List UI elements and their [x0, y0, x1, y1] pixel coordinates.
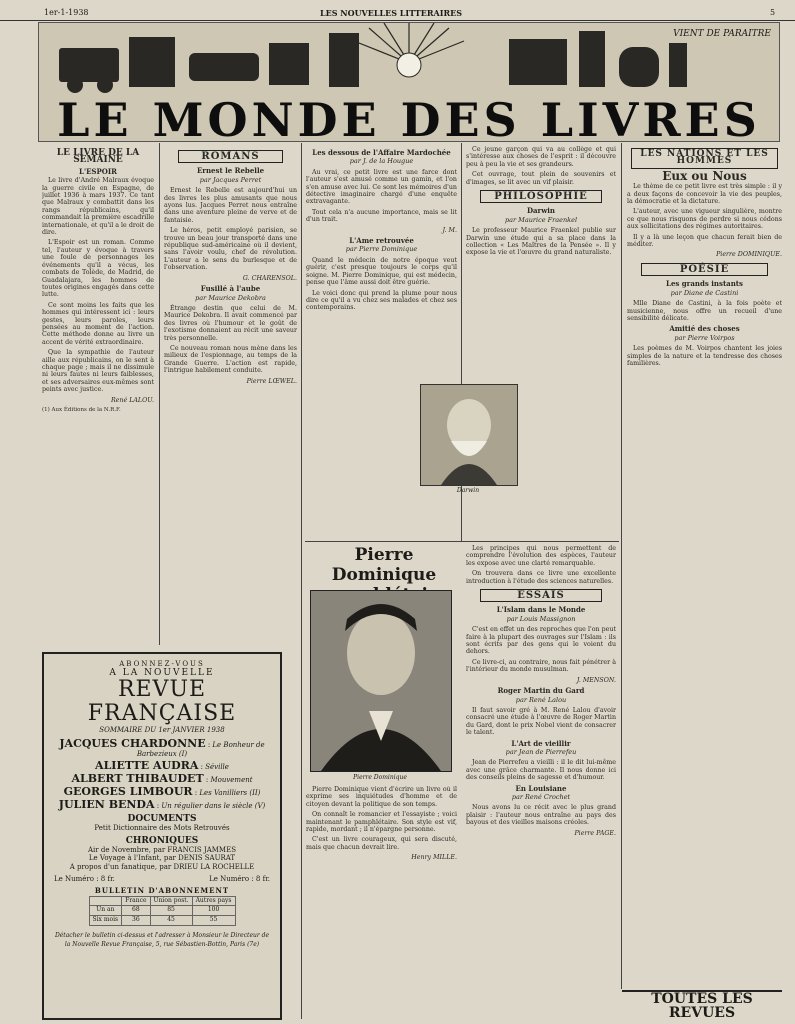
ad-revue-name: REVUE FRANÇAISE: [87, 676, 237, 726]
paragraph: Tout cela n'a aucune importance, mais se lit d'un trait.: [306, 208, 457, 224]
paragraph: C'est un livre courageux, qui sera discuté, mais que chacun devrait lire.: [306, 836, 457, 851]
review-author: par Diane de Castini: [670, 288, 739, 297]
review-author: par Maurice Dekobra: [195, 293, 266, 302]
banner-title: LE MONDE DES LIVRES: [57, 93, 761, 142]
column-rule: [301, 143, 302, 1019]
column-rule: [621, 143, 622, 989]
paragraph: Ernest le Rebelle est aujourd'hui un des livres les plus amusants que nous ayons lus. Jacques Perret nous entraîne dans une aventure pleine de verve et de fantaisie.: [164, 187, 297, 224]
feature-headline: Pierre Dominique: [331, 545, 437, 585]
paragraph: Le voici donc qui prend la plume pour nous dire ce qu'il a vu chez ses malades et chez ses contemporains.: [306, 289, 457, 312]
footnote: (1) Aux Éditions de la N.R.F.: [42, 407, 121, 413]
review-author: par Louis Massignon: [506, 614, 576, 623]
review-title: L'Ame retrouvée: [349, 236, 414, 246]
toutes-les-revues-ad: TOUTES LES REVUES: [622, 990, 782, 1022]
book-of-week-column: [42, 146, 154, 646]
paragraph: Ce nouveau roman nous mène dans les milieux de l'espionnage, au temps de la Grande Guerre. L'action est rapide, l'intrigue habilement conduite.: [164, 344, 297, 375]
signature: J. M.: [442, 226, 457, 234]
review-author: par Maurice Fraenkel: [504, 215, 578, 224]
essais-section-title: ESSAIS: [480, 589, 602, 602]
review-title: L'Islam dans le Monde: [496, 605, 586, 615]
paragraph: Le héros, petit employé parisien, se trouve un beau jour transporté dans une république sud-américaine où il devient, sans l'avoir voulu, chef de révolution. L'auteur a le sens du burlesque et de l'observation.: [164, 227, 297, 272]
review-author: par René Crochet: [511, 792, 571, 801]
ad-item: ALIETTE AUDRA : Séville: [95, 759, 229, 773]
book-of-week-title: LE LIVRE DE LA SEMAINE: [56, 148, 140, 166]
paragraph: Il faut savoir gré à M. René Lalou d'avoir consacré une étude à l'œuvre de Roger Martin du Gard, dont le prix Nobel vient de consacrer le talent.: [466, 706, 616, 737]
column-rule: [159, 143, 160, 645]
section-banner: [38, 22, 780, 142]
poesie-section-title: POÉSIE: [641, 263, 768, 276]
book-of-week-subtitle: L'ESPOIR: [79, 166, 117, 176]
paragraph: Étrange destin que celui de M. Maurice Dekobra. Il avait commencé par des livres où l'humour et le goût de l'exotisme donnaient au récit une saveur très personnelle.: [164, 304, 297, 342]
review-author: par Pierre Voirpos: [674, 333, 735, 342]
review-title: Fusillé à l'aube: [200, 284, 261, 294]
ad-item: JACQUES CHARDONNE : Le Bonheur de Barbezieux (I): [59, 737, 265, 759]
signature: Henry MILLE.: [411, 854, 457, 862]
paragraph: Nous avons lu ce récit avec le plus grand plaisir : l'auteur nous entraîne au pays des bayous et des vieilles maisons créoles.: [466, 804, 616, 827]
issue-date: 1er-1-1938: [44, 8, 89, 17]
ad-chronique: Le Voyage à l'Infant, par DENIS SAURAT: [88, 854, 236, 863]
signature: René LALOU.: [110, 396, 154, 404]
review-title: Roger Martin du Gard: [497, 686, 585, 696]
review-title: Eux ou Nous: [662, 168, 747, 183]
page-number: 5: [770, 8, 776, 17]
signature: Pierre DOMINIQUE.: [716, 251, 782, 259]
portrait-caption: Pierre Dominique: [353, 774, 407, 781]
darwin-portrait: [420, 384, 518, 486]
paragraph: Les poèmes de M. Voirpos chantent les joies simples de la nature et la tendresse des choses familières.: [627, 345, 782, 367]
paragraph: Que la sympathie de l'auteur aille aux républicains, on le sent à chaque page ; mais il ne dissimule ni leurs fautes ni leurs faiblesses, et ses adversaires eux-mêmes sont peints avec justice.: [42, 349, 154, 394]
ad-documents-head: DOCUMENTS: [127, 814, 197, 825]
paragraph: On trouvera dans ce livre une excellente introduction à l'étude des sciences naturelles.: [466, 570, 616, 585]
paragraph: Au vrai, ce petit livre est une farce dont l'auteur s'est amusé comme un gamin, et l'on s'en amuse avec lui. Ce sont les mémoires d'un détective imaginaire chargé d'une enquête extravagante.: [306, 168, 457, 206]
paragraph: C'est en effet un des reproches que l'on peut faire à la plupart des ouvrages sur l'Islam : ils sont écrits par des gens qui le voient du dehors.: [466, 626, 616, 656]
signature: Pierre PAGE.: [574, 829, 616, 837]
feature-text: [306, 786, 457, 1018]
philosophie-section-title: PHILOSOPHIE: [480, 190, 602, 203]
paragraph: Le professeur Maurice Fraenkel publie sur Darwin une étude qui a sa place dans la collection « Les Maîtres de la Pensée ». Il y expose la vie et l'œuvre du grand naturaliste.: [466, 227, 616, 257]
running-header: [0, 6, 795, 21]
signature: Pierre LŒWEL.: [246, 377, 297, 385]
paragraph: L'auteur, avec une vigueur singulière, montre ce que nous risquons de perdre si nous cédons aux sollicitations des régimes autoritaires.: [627, 208, 782, 231]
ad-item: GEORGES LIMBOUR : Les Vanilliers (II): [63, 785, 261, 799]
review-title: Ernest le Rebelle: [196, 166, 265, 176]
signature: G. CHARENSOL.: [242, 274, 297, 282]
feature-rule: [305, 541, 619, 542]
romans-section-title: ROMANS: [178, 150, 283, 163]
review-title: Les dessous de l'Affaire Mardochée: [312, 148, 451, 157]
paragraph: L'Espoir est un roman. Comme tel, l'auteur y évoque à travers une foule de personnages les événements qu'il a vécus, les combats de Tolède, de Madrid, de Guadalajara, les hommes de toutes origines engagés dans cette lutte.: [42, 239, 154, 299]
ad-summary: SOMMAIRE DU 1er JANVIER 1938: [99, 725, 225, 734]
banner-stamp: VIENT DE PARAITRE: [673, 29, 771, 39]
paragraph: Cet ouvrage, tout plein de souvenirs et d'images, se lit avec un vif plaisir.: [466, 171, 616, 186]
table-header-row: France Union post. Autres pays: [89, 896, 235, 906]
ad-documents: Petit Dictionnaire des Mots Retrouvés: [94, 823, 230, 832]
philosophie-column: [466, 146, 616, 380]
darwin-portrait-drawing: [421, 385, 517, 485]
signature: J. MENSON.: [576, 676, 616, 684]
darwin-caption: Darwin: [456, 487, 480, 494]
romans-column: [164, 146, 297, 1016]
ad-footer: Détacher le bulletin ci-dessus et l'adresser à Monsieur le Directeur de la Nouvelle Revue Française, 5, rue Sébastien-Bottin, Paris (7e): [54, 931, 270, 948]
table-row: Un an 68 85 100: [89, 906, 235, 916]
paragraph: Jean de Pierrefeu a vieilli : il le dit lui-même avec une grâce charmante. Il nous donne ici des conseils pleins de sagesse et d'humour.: [466, 759, 616, 782]
paragraph: Le thème de ce petit livre est très simple : il y a deux façons de concevoir la vie des peuples, la démocratie et la dictature.: [627, 183, 782, 206]
nations-box-title: LES NATIONS ET LES HOMMES: [631, 148, 778, 169]
paragraph: Ce sont moins les faits que les hommes qui intéressent ici : leurs gestes, leurs paroles, leurs pensées au moment de l'action. Cette méthode donne au livre un accent de vérité extraordinaire.: [42, 301, 154, 346]
pierre-dominique-portrait: [310, 590, 452, 772]
paragraph: Ce livre-ci, au contraire, nous fait pénétrer à l'intérieur du monde musulman.: [466, 658, 616, 674]
paragraph: On connaît le romancier et l'essayiste ; voici maintenant le pamphlétaire. Son style est vif, rapide, mordant ; il n'épargne personne.: [306, 811, 457, 834]
paragraph: Ce jeune garçon qui va au collège et qui s'intéresse aux choses de l'esprit : il découvre peu à peu la vie et ses grandeurs.: [466, 146, 616, 168]
ad-bulletin: BULLETIN D'ABONNEMENT: [94, 885, 230, 895]
paragraph: Quand le médecin de notre époque veut guérir, c'est presque toujours le corps qu'il soigne. M. Pierre Dominique, qui est médecin, pense que l'âme aussi doit être guérie.: [306, 256, 457, 287]
paragraph: Le livre d'André Malraux évoque la guerre civile en Espagne, de juillet 1936 à mars 1937. Ce tant que Malraux y combattit dans les rangs républicains, qu'il commandait la première escadrille internationale, et qu'il a le droit de dire.: [42, 177, 154, 237]
review-title: L'Art de vieillir: [511, 738, 571, 748]
table-row: Six mois 36 45 55: [89, 916, 235, 926]
review-author: par René Lalou: [515, 695, 567, 704]
ad-prefix: A LA NOUVELLE: [109, 667, 215, 678]
ad-item: JULIEN BENDA : Un régulier dans le siècle (V): [58, 798, 266, 812]
review-author: par Pierre Dominique: [345, 245, 418, 254]
review-title: Amitié des choses: [669, 324, 740, 334]
review-title: Darwin: [526, 206, 556, 216]
review-author: par Jacques Perret: [199, 175, 262, 184]
review-title: En Louisiane: [515, 783, 567, 793]
ad-chroniques-head: CHRONIQUES: [125, 835, 199, 846]
paragraph: Les principes qui nous permettent de comprendre l'évolution des espèces, l'auteur les expose avec une clarté remarquable.: [466, 545, 616, 567]
essais-column: [466, 545, 616, 985]
paragraph: Il y a là une leçon que chacun ferait bien de méditer.: [627, 233, 782, 249]
paragraph: Pierre Dominique vient d'écrire un livre où il exprime ses inquiétudes d'homme et de citoyen devant la politique de son temps.: [306, 786, 457, 808]
paragraph: Mlle Diane de Castini, à la fois poète et musicienne, nous offre un recueil d'une sensibilité délicate.: [627, 300, 782, 322]
ad-chronique: Air de Novembre, par FRANCIS JAMMES: [88, 845, 236, 854]
review-author: par J. de la Hougue: [349, 157, 414, 166]
review-title: Les grands instants: [666, 279, 743, 289]
ad-prompt: ABONNEZ-VOUS: [119, 660, 205, 668]
ad-prices: Le Numéro : 8 fr. Le Numéro : 8 fr.: [54, 874, 270, 883]
pierre-dominique-drawing: [311, 591, 451, 771]
right-column: [627, 146, 782, 986]
ad-chronique: A propos d'un fanatique, par DRIEU LA ROCHELLE: [69, 863, 255, 872]
ad-item: ALBERT THIBAUDET : Mouvement: [71, 772, 253, 786]
journal-name: LES NOUVELLES LITTERAIRES: [320, 8, 462, 18]
review-author: par Jean de Pierrefeu: [505, 747, 577, 756]
